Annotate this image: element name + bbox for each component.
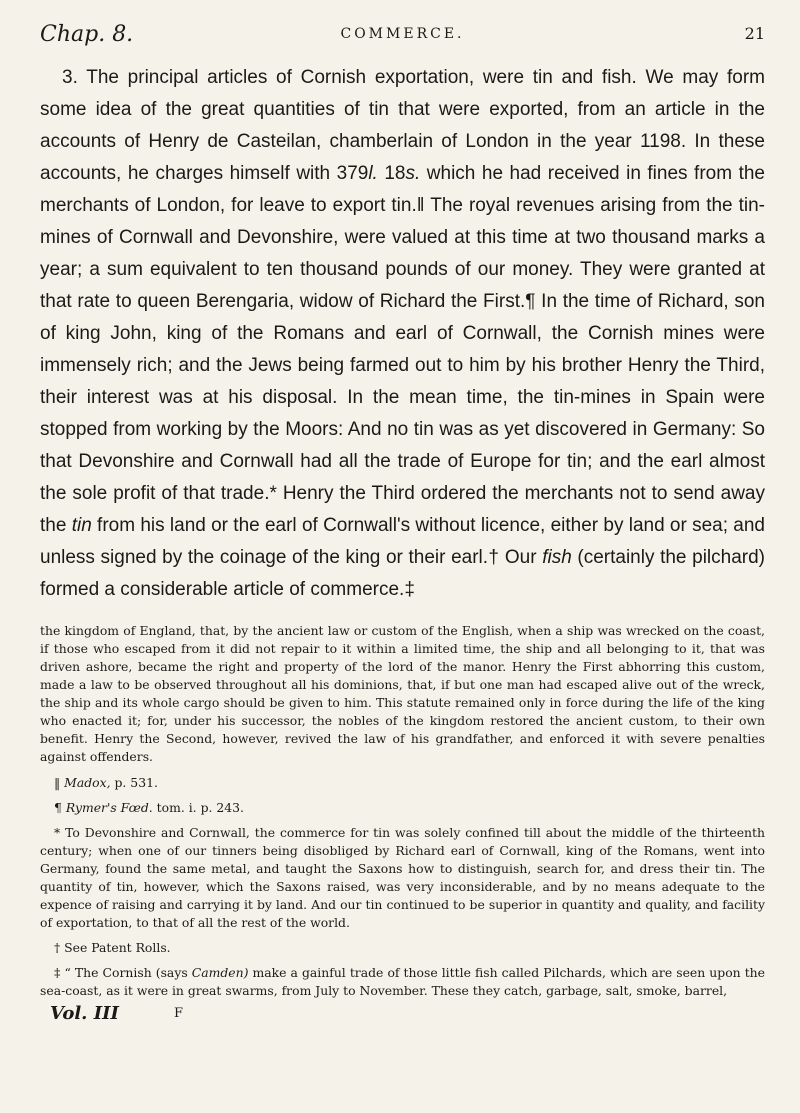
chapter-label: Chap. 8.: [40, 22, 134, 47]
footnote-camden: ‡ “ The Cornish (says Camden) make a gainful trade of those little fish called Pilchards, which are seen upon the sea-coast, as it were in great swarms, from July to November. These they catch, garbage, salt, smoke, barrel,: [40, 965, 765, 998]
signature-mark: F: [174, 1006, 184, 1021]
footnote-tin-commerce: * To Devonshire and Cornwall, the commerce for tin was solely confined till about the middle of the thirteenth century; when one of our tinners being disobliged by Richard earl of Cornwall, king of the Romans, went into Germany, found the same metal, and taught the Saxons how to distinguish, search for, and dress their tin. The quantity of tin, however, which the Saxons raised, was very inconsiderable, and by no means adequate to the expence of raising and carrying it by land. And our tin continued to be superior in quantity and quality, and facility of exportation, to that of all the rest of the world.: [40, 825, 765, 930]
footnote-madox: ‖ Madox, p. 531.: [54, 775, 158, 790]
running-title: COMMERCE.: [340, 26, 465, 42]
running-header: [40, 14, 765, 48]
paragraph: 3. The principal articles of Cornish exportation, were tin and fish. We may form some idea of the great quantities of tin that were exported, from an article in the accounts of Henry de Casteilan, chamberlain of London in the year 1198. In these accounts, he charges himself with 379l. 18s. which he had received in fines from the merchants of London, for leave to export tin.‖ The royal revenues arising from the tin-mines of Cornwall and Devonshire, were valued at this time at two thousand marks a year; a sum equivalent to ten thousand pounds of our money. They were granted at that rate to queen Berengaria, widow of Richard the First.¶ In the time of Richard, son of king John, king of the Romans and earl of Cornwall, the Cornish mines were immensely rich; and the Jews being farmed out to him by his brother Henry the Third, their interest was at his disposal. In the mean time, the tin-mines in Spain were stopped from working by the Moors: And no tin was as yet discovered in Germany: So that Devonshire and Cornwall had all the trade of Europe for tin; and the earl almost the sole profit of that trade.* Henry the Third ordered the merchants not to send away the tin from his land or the earl of Cornwall's without licence, either by land or sea; and unless signed by the coinage of the king or their earl.† Our fish (certainly the pilchard) formed a considerable article of commerce.‡: [40, 67, 765, 600]
page: [40, 14, 765, 1029]
footnote-continued: the kingdom of England, that, by the ancient law or custom of the English, when a ship was wrecked on the coast, if those who escaped from it did not repair to it within a limited time, the ship and all belonging to it, that was driven ashore, became the right and property of the lord of the manor. Henry the First abhorring this custom, made a law to be observed throughout all his dominions, that, if but one man had escaped alive out of the wreck, the ship and its whole cargo should be given to him. This statute remained only in force during the life of the king who enacted it; for, under his successor, the nobles of the kingdom restored the ancient custom, to their own benefit. Henry the Second, however, revived the law of his grandfather, and enforced it with severe penalties against offenders.: [40, 623, 765, 764]
page-number: 21: [744, 24, 765, 43]
footnote-rymer: ¶ Rymer's Fœd. tom. i. p. 243.: [54, 800, 244, 815]
signature-line: [40, 1003, 765, 1029]
main-text: [40, 62, 765, 606]
volume-label: Vol. III: [50, 1003, 119, 1024]
footnote-patent-rolls: † See Patent Rolls.: [54, 940, 171, 955]
footnotes: [40, 622, 765, 1000]
